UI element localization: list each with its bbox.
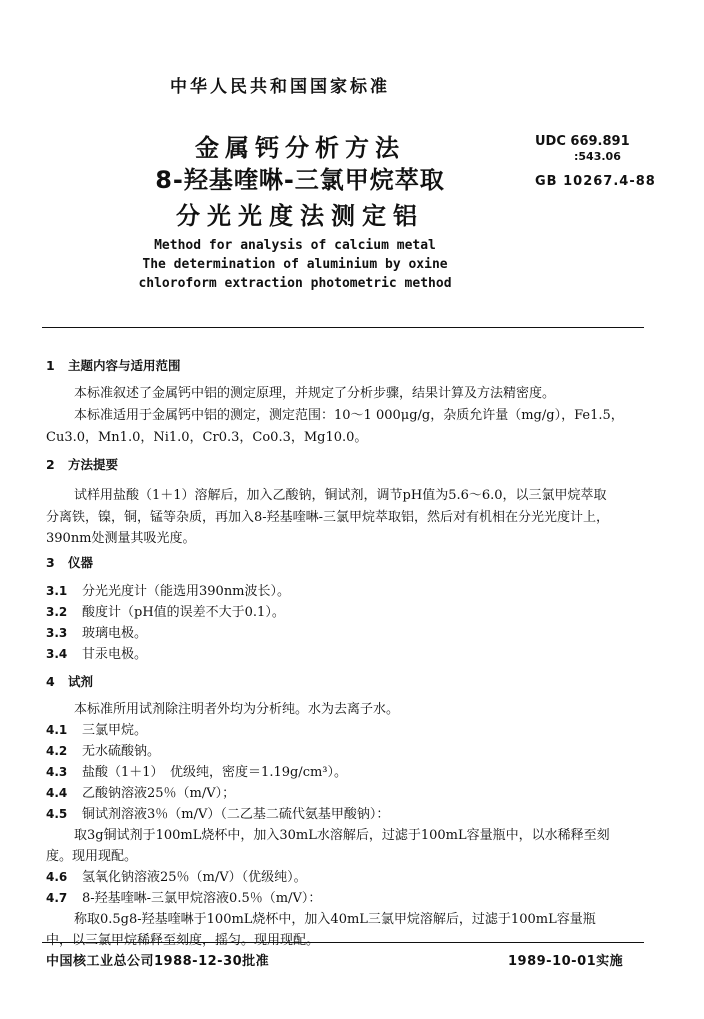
title-cn-line-1: 金属钙分析方法 xyxy=(195,134,405,162)
bottom-divider xyxy=(42,942,644,943)
section-number: 1 xyxy=(46,358,55,373)
udc-code-sub: :543.06 xyxy=(574,150,621,163)
section-title: 主题内容与适用范围 xyxy=(68,358,181,373)
implementation-date: 1989-10-01实施 xyxy=(508,954,624,969)
section-number: 2 xyxy=(46,457,55,472)
section-number: 3 xyxy=(46,555,55,570)
paragraph: 试样用盐酸（1＋1）溶解后，加入乙酸钠，铜试剂，调节pH值为5.6～6.0，以三氯甲烷萃取 xyxy=(74,488,607,503)
title-en-line-3: chloroform extraction photometric method xyxy=(138,276,452,291)
title-en-line-1: Method for analysis of calcium metal xyxy=(154,238,436,253)
section-number: 4 xyxy=(46,674,55,689)
paragraph: 中，以三氯甲烷稀释至刻度，摇匀。现用现配。 xyxy=(46,933,320,948)
section-4-heading xyxy=(46,672,93,690)
paragraph: 本标准叙述了金属钙中铝的测定原理，并规定了分析步骤，结果计算及方法精密度。 xyxy=(74,386,556,401)
gb-number: GB 10267.4-88 xyxy=(535,174,656,189)
title-en-line-2: The determination of aluminium by oxine xyxy=(142,257,448,272)
list-item: 4.7 8-羟基喹啉-三氯甲烷溶液0.5％（m/V）： xyxy=(46,891,322,906)
approval-line: 中国核工业总公司1988-12-30批准 xyxy=(46,954,270,969)
paragraph: 称取0.5g8-羟基喹啉于100mL烧杯中，加入40mL三氯甲烷溶解后，过滤于100mL容量瓶 xyxy=(74,912,596,927)
paragraph: 取3g铜试剂于100mL烧杯中，加入30mL水溶解后，过滤于100mL容量瓶中，以水稀释至刻 xyxy=(74,828,610,843)
title-cn-line-2: 8-羟基喹啉-三氯甲烷萃取 xyxy=(155,166,445,194)
paragraph: 本标准所用试剂除注明者外均为分析纯。水为去离子水。 xyxy=(74,702,400,717)
udc-code: UDC 669.891 xyxy=(535,134,630,149)
section-2-heading xyxy=(46,455,118,473)
list-item: 4.6 氢氧化钠溶液25％（m/V）（优级纯）。 xyxy=(46,870,307,885)
paragraph: 390nm处测量其吸光度。 xyxy=(46,531,196,546)
section-title: 方法提要 xyxy=(68,457,119,472)
list-item: 4.4 乙酸钠溶液25％（m/V）； xyxy=(46,786,236,801)
standard-header: 中华人民共和国国家标准 xyxy=(170,77,390,97)
list-item: 4.2 无水硫酸钠。 xyxy=(46,744,161,759)
paragraph: 本标准适用于金属钙中铝的测定，测定范围：10～1 000μg/g，杂质允许量（mg/g），Fe1.5， xyxy=(74,408,624,423)
title-cn-line-3: 分光光度法测定铝 xyxy=(176,202,424,230)
list-item: 4.5 铜试剂溶液3％（m/V）（二乙基二硫代氨基甲酸钠）： xyxy=(46,807,390,822)
list-item: 3.4 甘汞电极。 xyxy=(46,647,148,662)
list-item: 4.3 盐酸（1＋1） 优级纯，密度＝1.19g/cm³）。 xyxy=(46,765,348,780)
section-title: 试剂 xyxy=(68,674,94,689)
paragraph: Cu3.0，Mn1.0，Ni1.0，Cr0.3，Co0.3，Mg10.0。 xyxy=(46,430,368,445)
section-title: 仪器 xyxy=(68,555,94,570)
section-3-heading xyxy=(46,553,93,571)
list-item: 3.3 玻璃电极。 xyxy=(46,626,148,641)
top-divider xyxy=(42,327,644,328)
list-item: 3.1 分光光度计（能选用390nm波长）。 xyxy=(46,584,291,599)
paragraph: 度。现用现配。 xyxy=(46,849,138,864)
list-item: 4.1 三氯甲烷。 xyxy=(46,723,148,738)
list-item: 3.2 酸度计（pH值的误差不大于0.1）。 xyxy=(46,605,285,620)
section-1-heading xyxy=(46,356,181,374)
paragraph: 分离铁，镍，铜，锰等杂质，再加入8-羟基喹啉-三氯甲烷萃取铝，然后对有机相在分光光度计上， xyxy=(46,510,610,525)
